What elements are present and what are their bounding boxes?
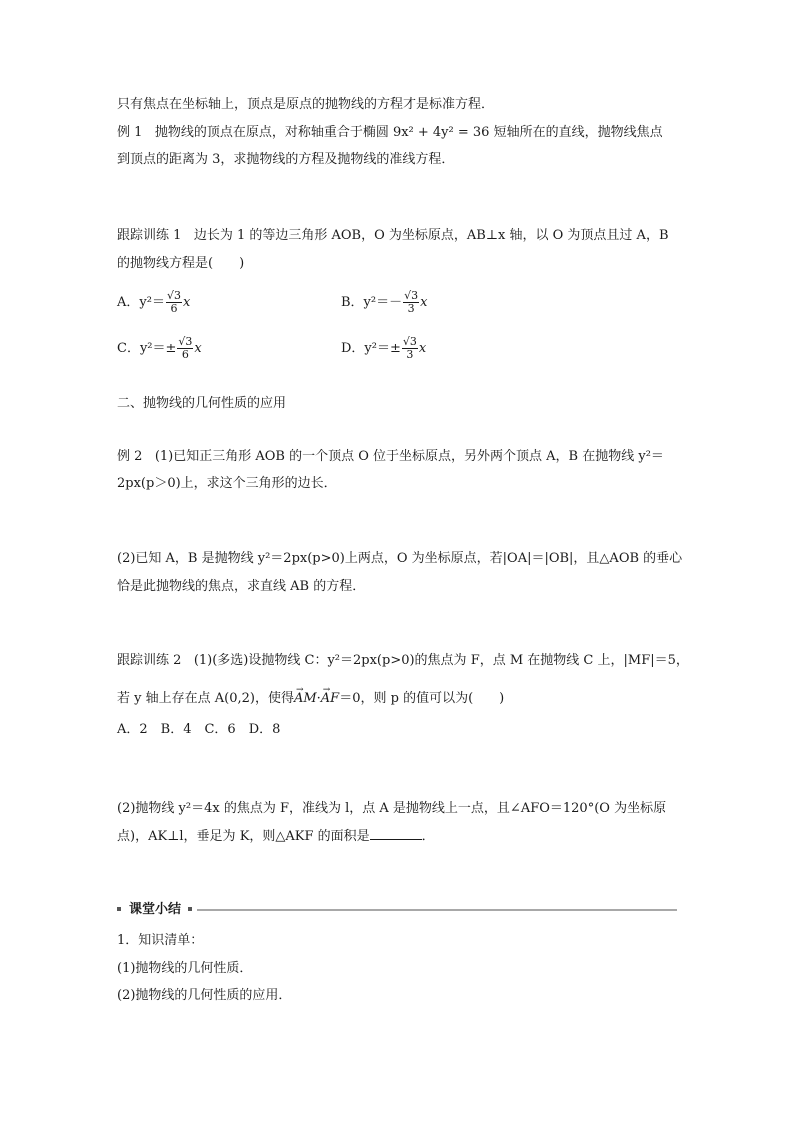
option-a-denominator: 6	[170, 302, 178, 315]
training-1-text-1: 边长为 1 的等边三角形 AOB，O 为坐标原点，AB⊥x 轴，以 O 为顶点且过 A，B	[193, 228, 669, 243]
training-2-options: A．2 B．4 C．6 D．8	[117, 722, 281, 737]
training-1-label: 跟踪训练 1	[117, 228, 182, 243]
example-1-line-1	[117, 124, 663, 142]
option-c-numerator: √3	[178, 335, 193, 348]
summary-bullet-left	[117, 907, 121, 911]
training-2-text-4a: 点)，AK⊥l，垂足为 K，则△AKF 的面积是	[117, 829, 370, 844]
intro-line: 只有焦点在坐标轴上，顶点是原点的抛物线的方程才是标准方程．	[117, 97, 495, 112]
example-2-line-1	[117, 448, 664, 466]
option-d-numerator: √3	[402, 335, 417, 348]
option-c-denominator: 6	[181, 348, 189, 361]
training-2-line-4	[117, 827, 435, 846]
option-a-suffix: x	[182, 295, 191, 310]
example-2-line-2: 2px(p＞0)上，求这个三角形的边长．	[117, 476, 337, 491]
summary-rule	[197, 909, 677, 911]
training-2-text-2b: ＝0，则 p 的值可以为( )	[339, 691, 505, 706]
option-d-denominator: 3	[406, 348, 414, 361]
training-2-text-4b: ．	[421, 829, 435, 844]
training-2-text-2a: 若 y 轴上存在点 A(0,2)，使得	[117, 691, 294, 706]
section-2-heading: 二、抛物线的几何性质的应用	[117, 396, 287, 411]
option-b-suffix: x	[420, 295, 428, 310]
option-d	[341, 336, 426, 361]
training-2-text-1: (1)(多选)设抛物线 C：y²＝2px(p>0)的焦点为 F，点 M 在抛物线 C 上，|MF|＝5，	[193, 653, 689, 668]
option-d-fraction	[402, 336, 418, 361]
vector-am: → AM	[294, 690, 317, 708]
option-c-suffix: x	[194, 341, 202, 356]
example-1-label: 例 1	[117, 125, 143, 140]
training-1-line-2: 的抛物线方程是( )	[117, 256, 245, 271]
example-2-label: 例 2	[117, 449, 143, 464]
option-a-prefix: A．y²＝	[117, 295, 165, 310]
option-b	[341, 290, 427, 315]
example-2-line-3: (2)已知 A，B 是抛物线 y²＝2px(p>0)上两点，O 为坐标原点，若|OA|＝|OB|，且△AOB 的垂心	[117, 551, 683, 566]
dot-product: ·	[316, 691, 321, 706]
option-b-prefix: B．y²＝－	[341, 295, 403, 310]
example-1-line-2: 到顶点的距离为 3，求抛物线的方程及抛物线的准线方程．	[117, 152, 455, 167]
option-c-prefix: C．y²＝±	[117, 341, 177, 356]
summary-item-3: (2)抛物线的几何性质的应用．	[117, 988, 292, 1003]
example-2-line-4: 恰是此抛物线的焦点，求直线 AB 的方程．	[117, 579, 366, 594]
training-2-line-1	[117, 652, 689, 670]
summary-item-1: 1．知识清单：	[117, 933, 204, 948]
option-d-suffix: x	[418, 341, 427, 356]
example-1-text-1: 抛物线的顶点在原点，对称轴重合于椭圆 9x² + 4y² = 36 短轴所在的直线，抛物线焦点	[154, 125, 663, 140]
option-d-prefix: D．y²＝±	[341, 341, 401, 356]
training-2-label: 跟踪训练 2	[117, 653, 182, 668]
option-c	[117, 336, 202, 361]
option-b-numerator: √3	[404, 289, 419, 302]
summary-item-2: (1)抛物线的几何性质．	[117, 961, 253, 976]
summary-bullet-right	[188, 907, 192, 911]
training-2-line-2	[117, 690, 504, 708]
option-a	[117, 290, 190, 315]
option-a-numerator: √3	[166, 289, 181, 302]
example-2-text-1: (1)已知正三角形 AOB 的一个顶点 O 位于坐标原点，另外两个顶点 A，B 在抛物线 y²＝	[154, 449, 664, 464]
training-2-line-3: (2)抛物线 y²＝4x 的焦点为 F，准线为 l，点 A 是抛物线上一点，且∠AFO＝120°(O 为坐标原	[117, 801, 667, 816]
vector-af: → AF	[321, 690, 339, 708]
summary-header	[117, 901, 677, 919]
answer-blank	[370, 827, 422, 840]
option-b-fraction	[403, 290, 419, 315]
option-b-denominator: 3	[407, 302, 415, 315]
option-c-fraction	[177, 336, 193, 361]
training-1-line-1	[117, 227, 669, 245]
summary-title: 课堂小结	[129, 902, 182, 917]
option-a-fraction	[166, 290, 182, 315]
